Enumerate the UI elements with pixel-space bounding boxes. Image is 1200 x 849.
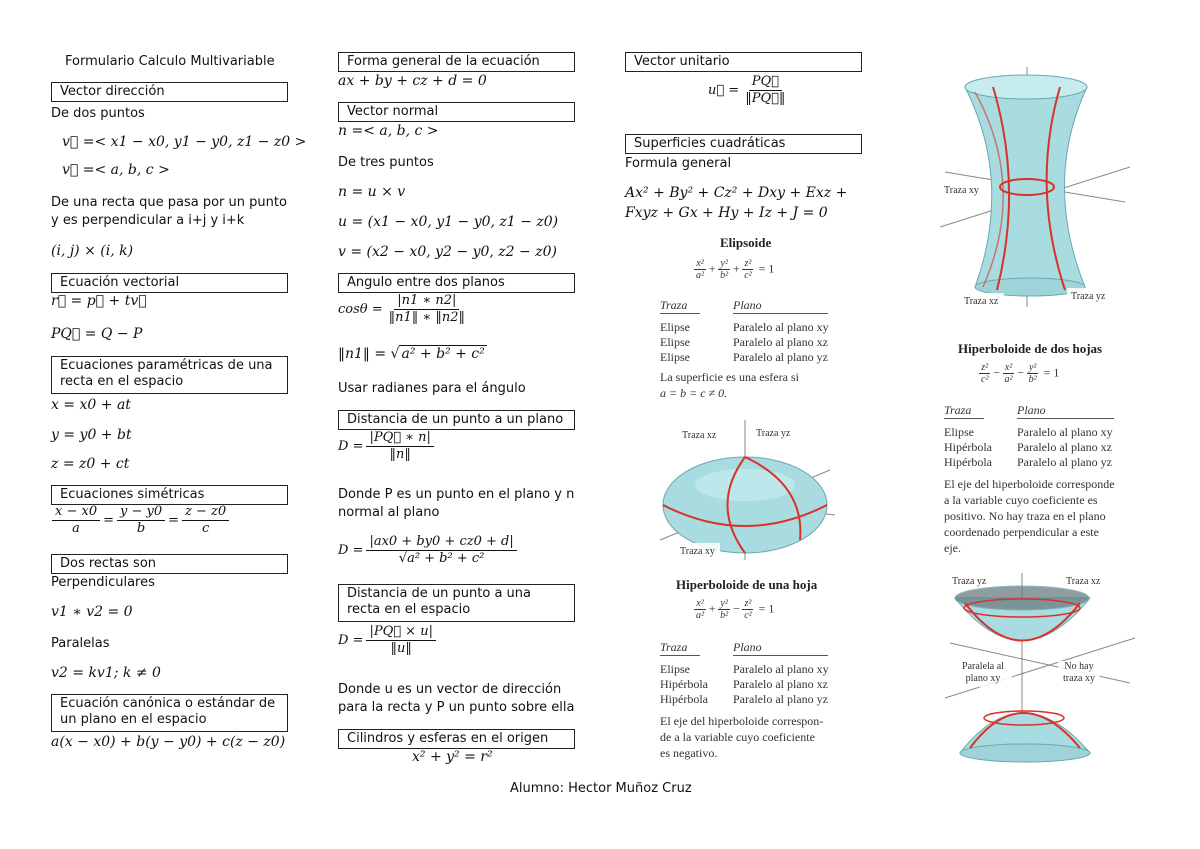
eq-pq-vector: PQ⃗ = Q − P [51,326,143,342]
section-vector-normal: Vector normal [338,102,575,122]
elipsoide-row-3-plano: Paralelo al plano yz [733,350,828,364]
section-dist-punto-plano: Distancia de un punto a un plano [338,410,575,430]
section-parametricas: Ecuaciones paramétricas de una recta en el espacio [51,356,288,394]
recta-text-1: De una recta que pasa por un punto [51,195,287,210]
eq-parallel: v2 = kv1; k ≠ 0 [51,665,161,681]
donde-u-text-2: para la recta y P un punto sobre ella [338,700,575,715]
elipsoide-note-2: a = b = c ≠ 0. [660,386,728,400]
label-paralela: Paralela al plano xy [962,661,1004,684]
hiperboloide-dos-note-3: positivo. No hay traza en el plano [944,509,1106,523]
elipsoide-row-1-plano: Paralelo al plano xy [733,320,829,334]
hiperboloide-una-note-3: es negativo. [660,746,718,760]
eq-direction-vector-abc: v⃗ =< a, b, c > [62,162,170,178]
document-title: Formulario Calculo Multivariable [65,54,275,69]
eq-param-z: z = z0 + ct [51,456,130,472]
eq-vector-line: r⃗ = p⃗ + tv⃗ [51,293,147,309]
perpendiculares-label: Perpendiculares [51,575,155,590]
elipsoide-plano-header: Plano [733,298,762,312]
eq-param-y: y = y0 + bt [51,427,132,443]
eq-circle: x² + y² = r² [412,749,493,765]
label-traza-xy: Traza xy [680,546,715,557]
label-traza-xy: Traza xy [944,185,979,196]
eq-u-vector: u = (x1 − x0, y1 − y0, z1 − z0) [338,214,559,230]
section-forma-general: Forma general de la ecuación [338,52,575,72]
eq-unit-vector: u⃗ = $\frac{PQ⃗}{‖PQ⃗‖}$ [708,74,786,106]
elipsoide-note-1: La superficie es una esfera si [660,370,799,384]
eq-cross-product: (i, j) × (i, k) [51,243,134,259]
label-traza-yz: Traza yz [952,576,987,587]
label-traza-xz: Traza xz [1066,576,1101,587]
elipsoide-row-3-traza: Elipse [660,350,690,364]
eq-plane-general: ax + by + cz + d = 0 [338,73,487,89]
de-dos-puntos-label: De dos puntos [51,106,145,121]
hiperboloide-dos-row-2-traza: Hipérbola [944,440,992,454]
hiperboloide-una-traza-header: Traza [660,640,688,654]
section-angulo: Angulo entre dos planos [338,273,575,293]
eq-normal-cross: n = u × v [338,184,406,200]
eq-distance-line: D = $\frac{|PQ⃗ \times u|}{‖u‖}$ [338,624,439,657]
label-traza-xz: Traza xz [964,296,999,307]
section-vector-unitario: Vector unitario [625,52,862,72]
hiperboloide-dos-row-3-traza: Hipérbola [944,455,992,469]
elipsoide-row-1-traza: Elipse [660,320,690,334]
hiperboloide-una-note-2: de a la variable cuyo coeficiente [660,730,815,744]
hiperboloide-una-row-3-traza: Hipérbola [660,692,708,706]
footer-author: Alumno: Hector Muñoz Cruz [510,781,692,796]
hiperboloide-dos-title: Hiperboloide de dos hojas [958,341,1103,356]
section-superficies: Superficies cuadráticas [625,134,862,154]
eq-normal-abc: n =< a, b, c > [338,123,439,139]
eq-perpendicular: v1 ∗ v2 = 0 [51,604,133,620]
hiperboloide-una-row-2-plano: Paralelo al plano xz [733,677,828,691]
hiperboloide-dos-row-2-plano: Paralelo al plano xz [1017,440,1112,454]
section-simetricas: Ecuaciones simétricas [51,485,288,505]
section-canonica: Ecuación canónica o estándar de un plano en el espacio [51,694,288,732]
hiperboloide-dos-row-1-traza: Elipse [944,425,974,439]
eq-quadric-line-2: Fxyz + Gx + Hy + Iz + J = 0 [625,205,828,221]
hiperboloide-una-row-2-traza: Hipérbola [660,677,708,691]
elipsoide-row-2-plano: Paralelo al plano xz [733,335,828,349]
eq-cos-angle: cosθ = $\frac{|n1 ∗ n2|}{‖n1‖ ∗ ‖n2‖}$ [338,293,466,325]
elipsoide-row-2-traza: Elipse [660,335,690,349]
hiperboloide-una-row-1-traza: Elipse [660,662,690,676]
eq-canonical-plane: a(x − x0) + b(y − y0) + c(z − z0) [51,734,286,750]
hiperboloide-dos-traza-header: Traza [944,403,972,417]
hiperboloide-dos-row-1-plano: Paralelo al plano xy [1017,425,1113,439]
label-traza-yz: Traza yz [1071,291,1106,302]
hiperboloide-dos-note-2: a la variable cuyo coeficiente es [944,493,1098,507]
donde-p-text-1: Donde P es un punto en el plano y n [338,487,575,502]
hiperboloide-una-figure [935,62,1135,312]
eq-distance-plane: D = $\frac{|PQ⃗ ∗ n|}{‖n‖}$ [338,430,437,463]
formula-general-label: Formula general [625,156,732,171]
section-vector-direccion: Vector dirección [51,82,288,102]
hiperboloide-una-row-1-plano: Paralelo al plano xy [733,662,829,676]
hiperboloide-dos-note-4: coordenado perpendicular a este [944,525,1099,539]
section-cilindros: Cilindros y esferas en el origen [338,729,575,749]
eq-symmetric: $\frac{x - x0}{a}$ = $\frac{y - y0}{b}$ = $\frac{z - z0}{c}$ [49,504,232,537]
hiperboloide-una-plano-header: Plano [733,640,762,654]
hiperboloide-una-row-3-plano: Paralelo al plano yz [733,692,828,706]
eq-norm: ‖n1‖ = √ a² + b² + c² [338,346,485,362]
eq-distance-plane-expanded: D = $\frac{|ax0 + by0 + cz0 + d|}{\text{√a² + b² + c²}}$ [338,534,520,567]
hiperboloide-dos-note-5: eje. [944,541,961,555]
label-traza-xz: Traza xz [682,430,717,441]
donde-p-text-2: normal al plano [338,505,440,520]
hiperboloide-una-title: Hiperboloide de una hoja [676,577,818,592]
label-no-traza: No hay traza xy [1063,661,1095,684]
eq-direction-vector-points: v⃗ =< x1 − x0, y1 − y0, z1 − z0 > [62,134,307,150]
hiperboloide-dos-figure [940,568,1140,763]
paralelas-label: Paralelas [51,636,110,651]
donde-u-text-1: Donde u es un vector de dirección [338,682,562,697]
elipsoide-traza-header: Traza [660,298,688,312]
section-dos-rectas: Dos rectas son [51,554,288,574]
hiperboloide-dos-note-1: El eje del hiperboloide corresponde [944,477,1115,491]
radianes-note: Usar radianes para el ángulo [338,381,526,396]
eq-param-x: x = x0 + at [51,397,131,413]
hiperboloide-dos-plano-header: Plano [1017,403,1046,417]
elipsoide-title: Elipsoide [720,235,772,250]
hiperboloide-dos-row-3-plano: Paralelo al plano yz [1017,455,1112,469]
hiperboloide-dos-equation: $\frac{\text{z²}}{\text{c²}}$ − $\frac{\text{x²}}{\text{a²}}$ − $\frac{\text{y²}}{\text{b²}}$ = 1 [981,362,1060,385]
recta-text-2: y es perpendicular a i+j y i+k [51,213,245,228]
eq-quadric-line-1: Ax² + By² + Cz² + Dxy + Exz + [625,185,848,201]
elipsoide-equation: $\frac{\text{x²}}{\text{a²}}$ + $\frac{\text{y²}}{\text{b²}}$ + $\frac{\text{z²}}{\text{c²}}$ = 1 [696,258,775,281]
de-tres-puntos-label: De tres puntos [338,155,434,170]
hiperboloide-una-note-1: El eje del hiperboloide correspon- [660,714,824,728]
eq-v-vector: v = (x2 − x0, y2 − y0, z2 − z0) [338,244,557,260]
section-ecuacion-vectorial: Ecuación vectorial [51,273,288,293]
hiperboloide-una-equation: $\frac{\text{x²}}{\text{a²}}$ + $\frac{\text{y²}}{\text{b²}}$ − $\frac{\text{z²}}{\text{c²}}$ = 1 [696,598,775,621]
label-traza-yz: Traza yz [756,428,791,439]
elipsoide-figure [650,415,840,565]
section-dist-punto-recta: Distancia de un punto a una recta en el espacio [338,584,575,622]
